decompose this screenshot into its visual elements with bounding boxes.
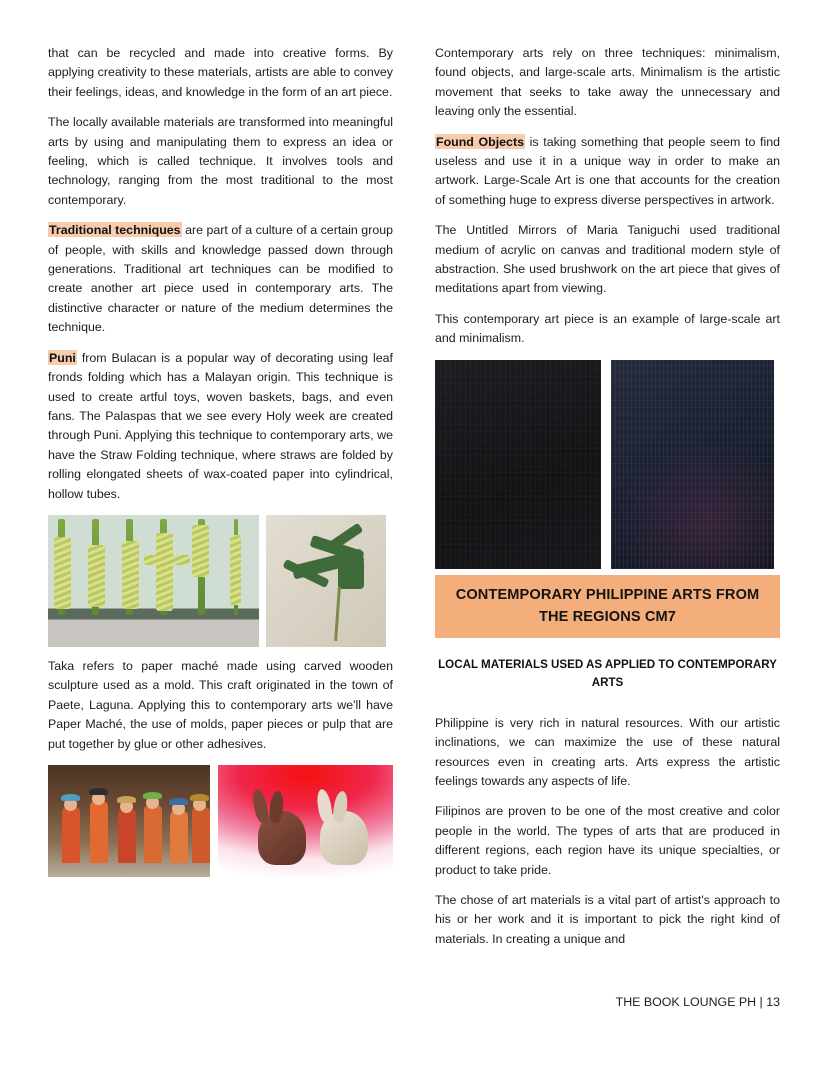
puni-palm-frond-photo — [48, 515, 259, 647]
paragraph-found-objects — [435, 133, 780, 211]
taniguchi-image-row — [435, 360, 780, 569]
two-column-layout — [48, 44, 780, 949]
section-subtitle: LOCAL MATERIALS USED AS APPLIED TO CONTEMPORARY ARTS — [438, 657, 777, 689]
paragraph-recycled-forms: that can be recycled and made into creative forms. By applying creativity to these materials, artists are able to convey their feelings, ideas, and knowledge in the form of an art piece. — [48, 46, 393, 99]
paragraph-traditional-techniques — [48, 221, 393, 337]
highlight-puni: Puni — [49, 350, 76, 365]
paragraph-locally-available-materials: The locally available materials are transformed into meaningful arts by using and manipulating them to express an idea or feeling, which is called technique. It involves tools and technology, ranging from the most traditional to the most contemporary. — [48, 115, 393, 207]
taniguchi-untitled-black-painting-right — [611, 360, 774, 569]
paragraph-puni-body: from Bulacan is a popular way of decorating using leaf fronds folding which has a Malayan origin. This technique is used to create artful toys, woven baskets, bags, and even fans. The Palaspas that we see every Holy week are created through Puni. Applying this technique to contemporary arts, we have the Straw Folding technique, where straws are folded by rolling elongated sheets of wax-coated paper into cylindrical, hollow tubes. — [48, 350, 393, 501]
spacer — [435, 692, 780, 714]
page-footer: THE BOOK LOUNGE PH | 13 — [615, 995, 780, 1009]
highlight-found-objects: Found Objects — [436, 134, 524, 149]
paragraph-found-objects-body: is taking something that people seem to find useless and use it in a unique way in order to make an artwork. Large-Scale Art is one that accounts for the creation of something huge to express diverse perspectives in artwork. — [435, 134, 780, 207]
paragraph-large-scale-minimalism: This contemporary art piece is an example of large-scale art and minimalism. — [435, 311, 780, 346]
taka-image-row — [48, 765, 393, 877]
folded-leaf-bird-photo — [266, 515, 386, 647]
paragraph-three-techniques: Contemporary arts rely on three techniques: minimalism, found objects, and large-scale arts. Minimalism is the artistic movement that seeks to take away the unnecessary and leaving only the essential. — [435, 46, 780, 119]
puni-image-row — [48, 515, 393, 647]
paragraph-traditional-techniques-body: are part of a culture of a certain group of people, with skills and knowledge passed down through generations. Traditional art techniques can be modified to create another art piece used in contemporary arts. The distinctive character or nature of the medium determines the technique. — [48, 223, 394, 335]
taniguchi-untitled-black-painting-left — [435, 360, 601, 569]
right-column — [435, 44, 780, 949]
left-column — [48, 44, 393, 949]
paragraph-choice-of-materials: The chose of art materials is a vital part of artist's approach to his or her work and it is important to pick the right kind of materials. In creating a unique and — [435, 892, 780, 946]
section-banner-title: CONTEMPORARY PHILIPPINE ARTS FROM THE REGIONS CM7 — [435, 575, 780, 638]
paragraph-puni — [48, 349, 393, 504]
paragraph-taka: Taka refers to paper maché made using carved wooden sculpture used as a mold. This craft originated in the town of Paete, Laguna. Applying this to contemporary arts we'll have Paper Maché, the use of molds, paper pieces or pulp that are put together by glue or other adhesives. — [48, 658, 393, 751]
taka-figurines-photo — [48, 765, 210, 877]
paragraph-untitled-mirrors: The Untitled Mirrors of Maria Taniguchi used traditional medium of acrylic on canvas and traditional modern style of abstraction. She used brushwork on the art piece that gives of meditations apart from viewing. — [435, 223, 780, 296]
paragraph-filipinos-creative: Filipinos are proven to be one of the most creative and color people in the world. The types of arts that are produced in different regions, each region have its unique specialties, or product to take pride. — [435, 804, 780, 877]
paper-mache-rabbits-photo — [218, 765, 393, 877]
paragraph-natural-resources: Philippine is very rich in natural resources. With our artistic inclinations, we can maximize the use of these natural resources even in creating arts. Arts express the artistic feelings towards any aspects of life. — [435, 715, 780, 788]
highlight-traditional-techniques: Traditional techniques — [49, 223, 181, 238]
